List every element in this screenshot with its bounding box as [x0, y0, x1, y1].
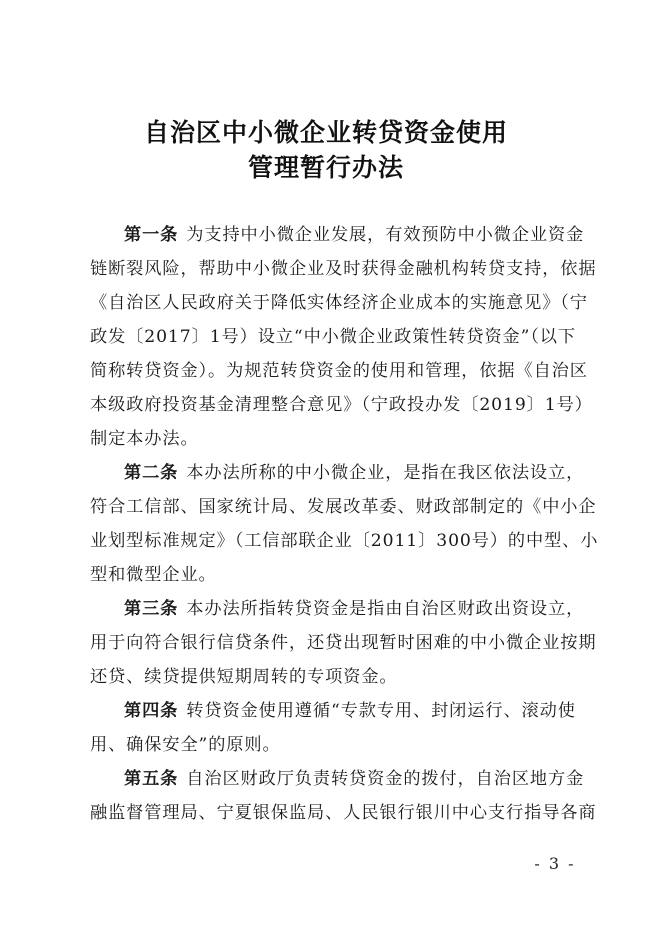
document-title-line-1: 自治区中小微企业转贷资金使用 — [143, 118, 508, 147]
article-paragraph-line — [90, 762, 585, 796]
article-text-line: 制定本办法。 — [90, 429, 199, 449]
article-text-line: 本级政府投资基金清理整合意见》（宁政投办发〔2019〕1号） — [90, 395, 593, 415]
article-3 — [90, 592, 597, 694]
article-text-line: 业划型标准规定》（工信部联企业〔2011〕300号）的中型、小 — [90, 531, 599, 551]
article-label: 第四条 — [124, 701, 179, 721]
article-text: 为支持中小微企业发展，有效预防中小微企业资金 — [186, 225, 585, 245]
article-text-line: 还贷、续贷提供短期周转的专项资金。 — [90, 667, 398, 687]
article-label: 第一条 — [124, 225, 179, 245]
article-4 — [90, 694, 582, 762]
page-number: - 3 - — [534, 854, 576, 873]
article-text-line: 用于向符合银行信贷条件，还贷出现暂时困难的中小微企业按期 — [90, 633, 597, 653]
article-paragraph-line — [90, 592, 585, 626]
article-text: 转贷资金使用遵循“专款专用、封闭运行、滚动使 — [186, 701, 576, 721]
document-body — [90, 218, 599, 830]
article-text-line: 用、确保安全”的原则。 — [90, 735, 281, 755]
article-text-line: 融监督管理局、宁夏银保监局、人民银行银川中心支行指导各商 — [90, 803, 597, 823]
article-2 — [90, 456, 599, 592]
article-text-line: 链断裂风险，帮助中小微企业及时获得金融机构转贷支持，依据 — [90, 259, 597, 279]
article-text: 自治区财政厅负责转贷资金的拨付，自治区地方金 — [186, 769, 585, 789]
article-text-line: 政发〔2017〕1号）设立“中小微企业政策性转贷资金”（以下 — [90, 327, 576, 347]
article-text-line: 简称转贷资金）。为规范转贷资金的使用和管理，依据《自治区 — [90, 361, 588, 381]
article-text: 本办法所指转贷资金是指由自治区财政出资设立， — [186, 599, 585, 619]
article-label: 第三条 — [124, 599, 179, 619]
article-paragraph-line — [90, 218, 585, 252]
article-5 — [90, 762, 597, 830]
article-1 — [90, 218, 597, 456]
article-paragraph-line — [90, 694, 582, 728]
article-paragraph-line — [90, 456, 585, 490]
article-text-line: 《自治区人民政府关于降低实体经济企业成本的实施意见》（宁 — [90, 293, 588, 313]
article-label: 第二条 — [124, 463, 179, 483]
article-label: 第五条 — [124, 769, 179, 789]
article-text: 本办法所称的中小微企业，是指在我区依法设立， — [186, 463, 585, 483]
document-title-line-2: 管理暂行办法 — [247, 153, 404, 182]
article-text-line: 符合工信部、国家统计局、发展改革委、财政部制定的《中小企 — [90, 497, 597, 517]
article-text-line: 型和微型企业。 — [90, 565, 217, 585]
